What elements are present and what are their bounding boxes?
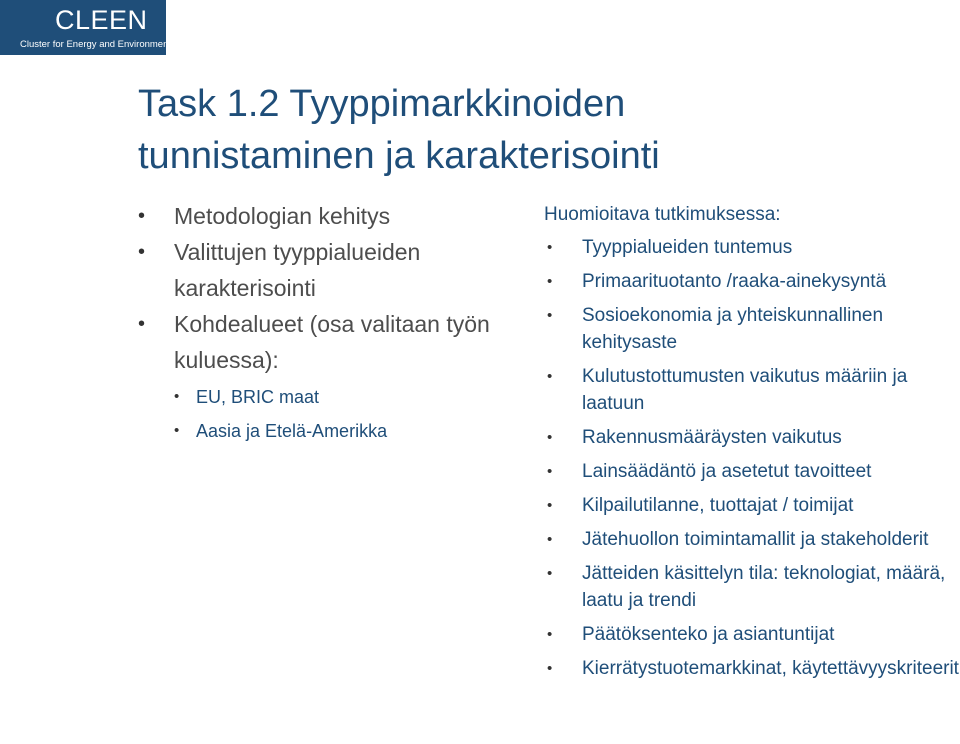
right-bullet-text: Jätteiden käsittelyn tila: teknologiat, määrä, laatu ja trendi (582, 563, 946, 611)
bullet-icon: • (174, 388, 180, 405)
right-bullet-item (544, 655, 960, 682)
bullet-icon: • (547, 497, 553, 514)
right-bullet-item (544, 560, 960, 614)
left-bullet-text: Valittujen tyyppialueiden karakterisointi (174, 239, 421, 301)
right-bullet-text: Sosioekonomia ja yhteiskunnallinen kehitysaste (582, 305, 884, 353)
right-bullet-item (544, 268, 960, 295)
bullet-icon: • (547, 273, 553, 290)
bullet-icon: • (547, 429, 553, 446)
left-bullet-item (138, 234, 518, 306)
bullet-icon: • (174, 422, 180, 439)
right-bullet-text: Jätehuollon toimintamallit ja stakeholderit (582, 529, 929, 550)
slide-title: Task 1.2 Tyyppimarkkinoiden tunnistaminen ja karakterisointi (138, 83, 660, 177)
bullet-icon: • (547, 660, 553, 677)
right-bullet-item (544, 526, 960, 553)
right-bullet-text: Lainsäädäntö ja asetetut tavoitteet (582, 461, 872, 482)
left-sub-list (174, 380, 518, 448)
right-bullet-item (544, 363, 960, 417)
bullet-icon: • (138, 313, 146, 335)
right-bullet-item (544, 621, 960, 648)
right-bullet-text: Kilpailutilanne, tuottajat / toimijat (582, 495, 854, 516)
bullet-icon: • (547, 626, 553, 643)
right-bullet-list (544, 234, 960, 689)
right-heading: Huomioitava tutkimuksessa: (544, 204, 781, 225)
right-bullet-text: Kierrätystuotemarkkinat, käytettävyyskriteerit (582, 658, 959, 679)
right-bullet-text: Primaarituotanto /raaka-ainekysyntä (582, 271, 887, 292)
bullet-icon: • (138, 241, 146, 263)
left-bullet-item (138, 198, 518, 234)
bullet-icon: • (138, 205, 146, 227)
bullet-icon: • (547, 239, 553, 256)
left-sub-text: EU, BRIC maat (196, 387, 320, 407)
right-bullet-item (544, 424, 960, 451)
right-bullet-item (544, 234, 960, 261)
logo-tagline: Cluster for Energy and Environment (20, 39, 172, 50)
right-bullet-text: Päätöksenteko ja asiantuntijat (582, 624, 835, 645)
left-sub-text: Aasia ja Etelä-Amerikka (196, 421, 388, 441)
right-bullet-item (544, 492, 960, 519)
right-bullet-item (544, 302, 960, 356)
left-bullet-list (138, 198, 518, 448)
bullet-icon: • (547, 565, 553, 582)
bullet-icon: • (547, 531, 553, 548)
bullet-icon: • (547, 463, 553, 480)
right-bullet-item (544, 458, 960, 485)
right-bullet-text: Kulutustottumusten vaikutus määriin ja laatuun (582, 366, 908, 414)
logo-name: CLEEN (55, 5, 148, 35)
left-sub-item (174, 380, 518, 414)
right-bullet-text: Rakennusmääräysten vaikutus (582, 427, 842, 448)
right-bullet-text: Tyyppialueiden tuntemus (582, 237, 793, 258)
bullet-icon: • (547, 307, 553, 324)
left-bullet-item (138, 306, 518, 448)
left-bullet-text: Kohdealueet (osa valitaan työn kuluessa): (174, 311, 490, 373)
cleen-logo (0, 0, 172, 55)
bullet-icon: • (547, 368, 553, 385)
left-sub-item (174, 414, 518, 448)
left-bullet-text: Metodologian kehitys (174, 203, 391, 229)
